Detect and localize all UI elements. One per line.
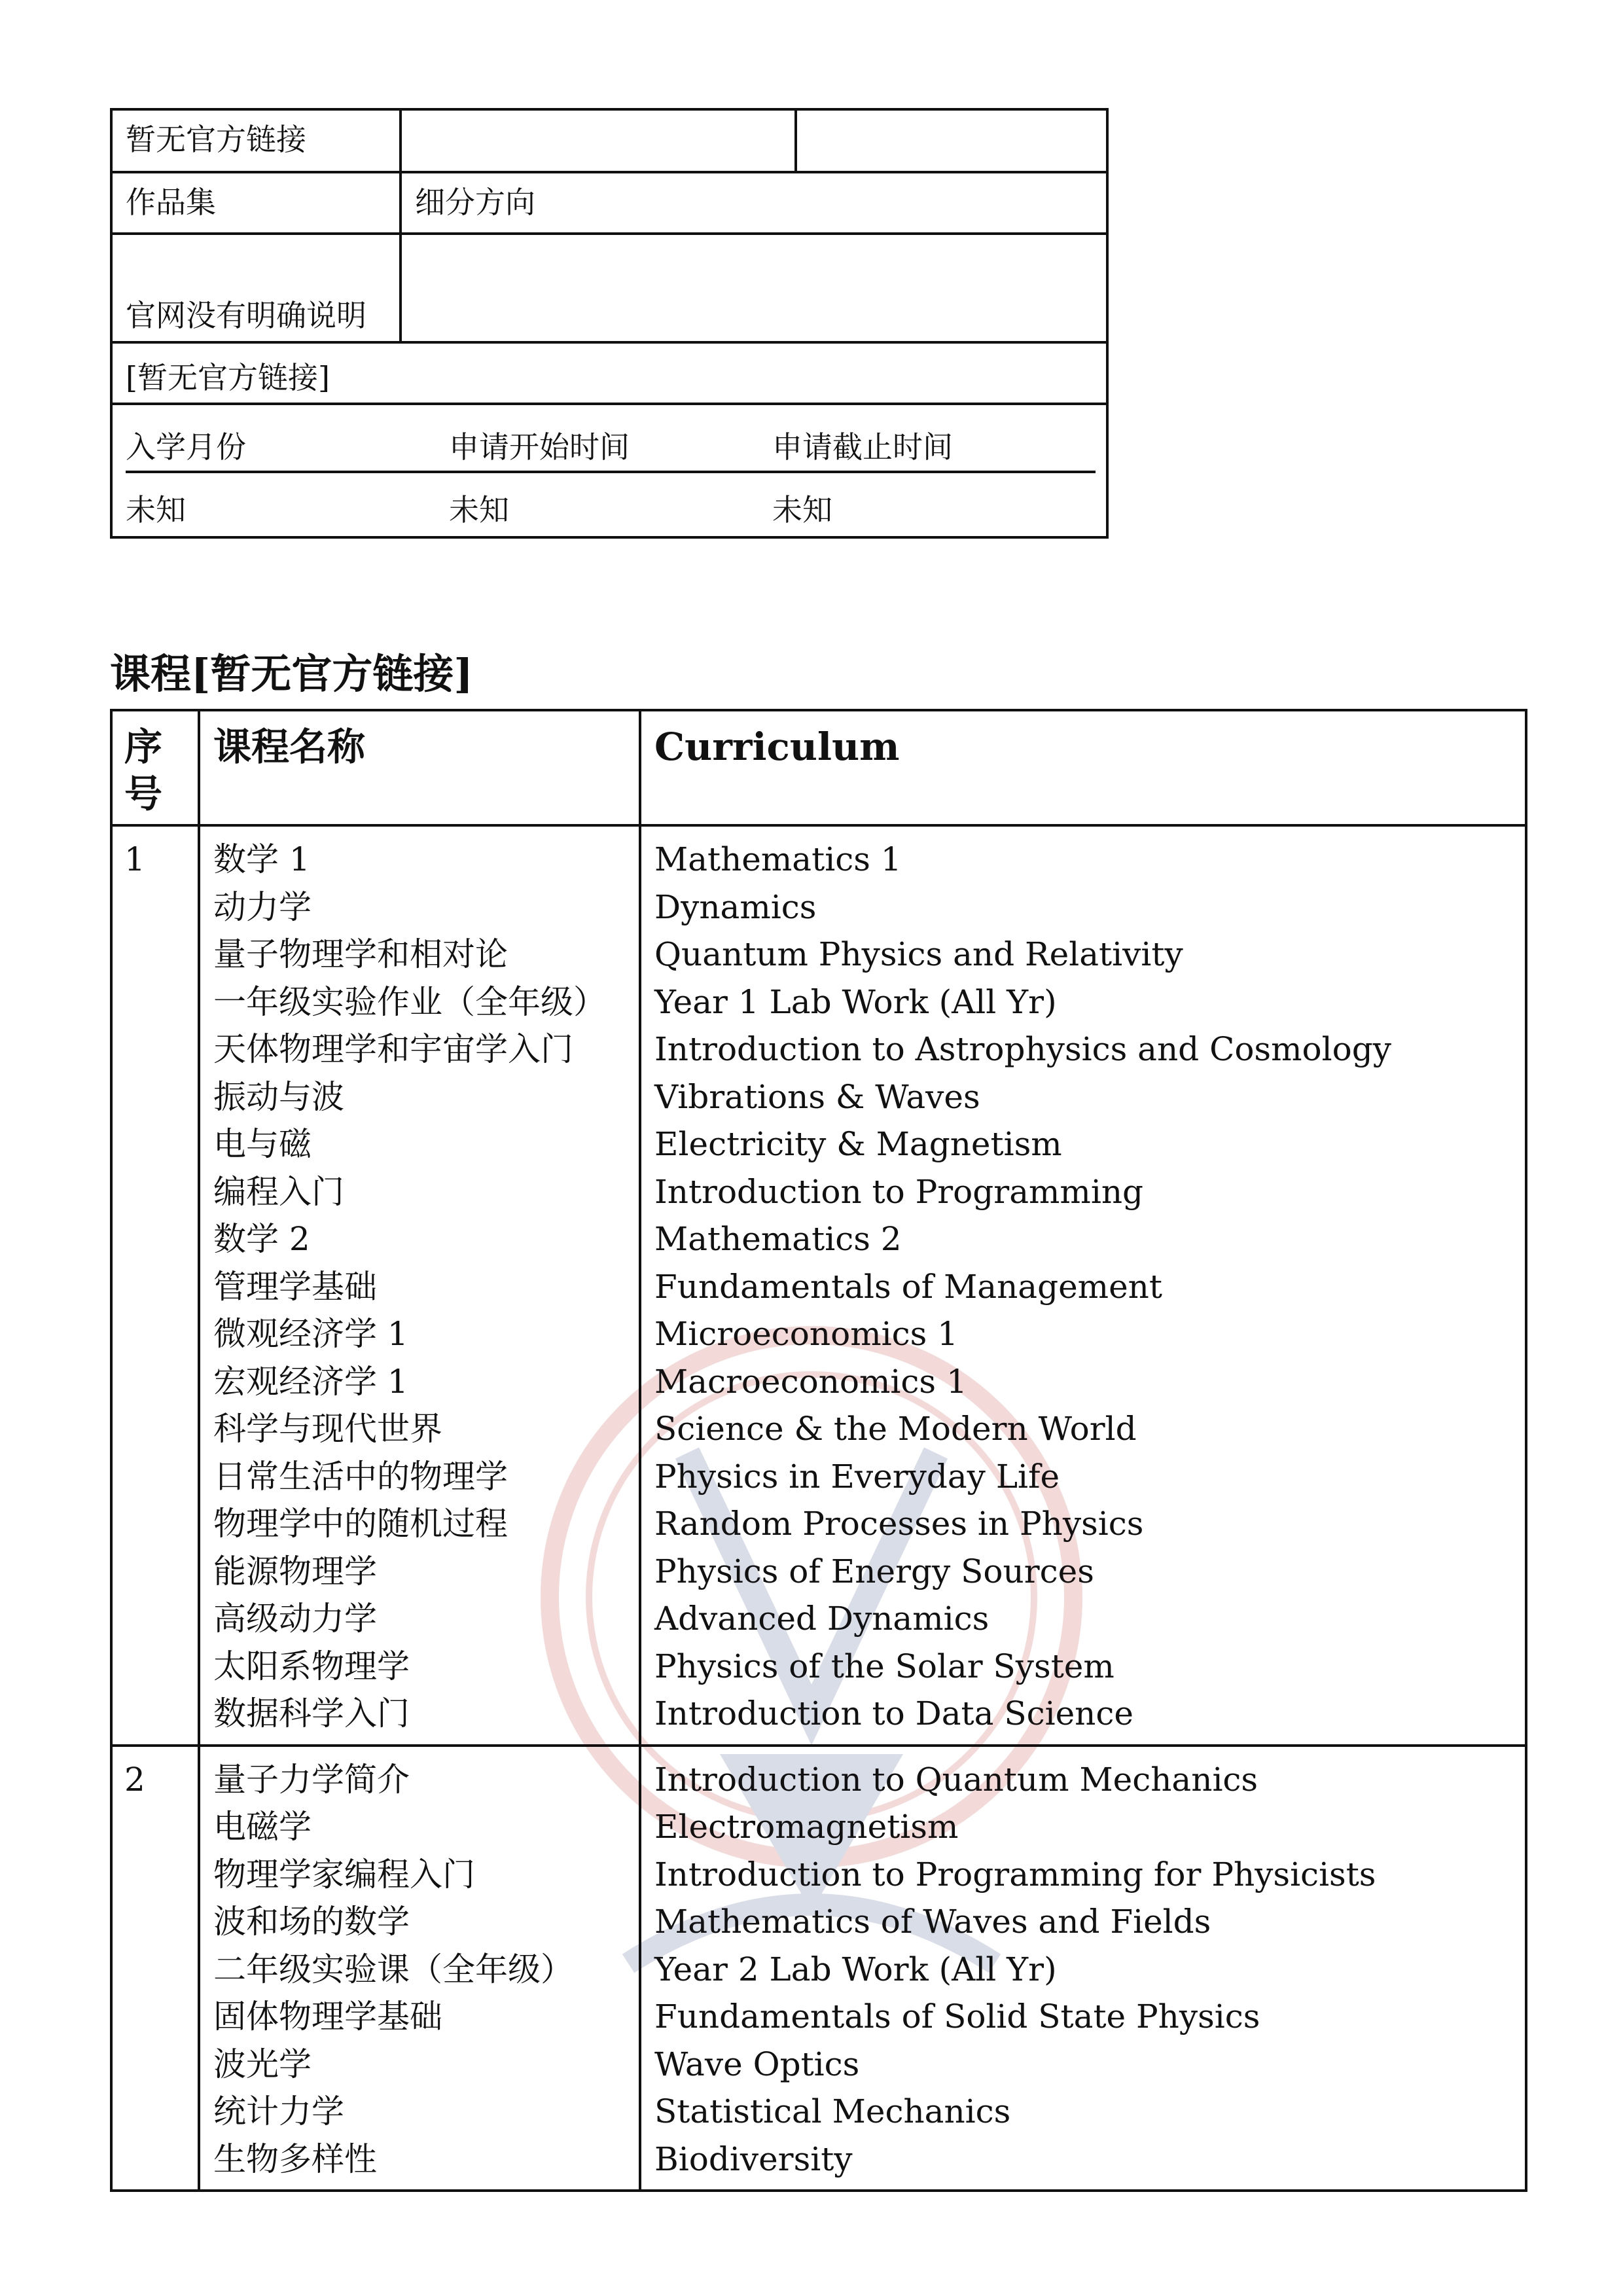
course-name-zh: 天体物理学和宇宙学入门 bbox=[213, 1030, 573, 1068]
course-name-en: Random Processes in Physics bbox=[654, 1505, 1144, 1543]
intake-month-value: 未知 bbox=[126, 492, 186, 528]
course-name-en: Quantum Physics and Relativity bbox=[654, 935, 1183, 973]
course-name-en: Introduction to Programming for Physicists bbox=[654, 1855, 1376, 1893]
course-name-en: Year 2 Lab Work (All Yr) bbox=[654, 1950, 1057, 1988]
application-open-value: 未知 bbox=[449, 492, 509, 528]
info-empty-cell bbox=[402, 235, 1106, 341]
info-row-link bbox=[113, 111, 1106, 173]
dates-divider bbox=[126, 471, 1096, 473]
header-curriculum: Curriculum bbox=[654, 725, 900, 769]
course-name-zh: 电磁学 bbox=[213, 1808, 312, 1846]
course-name-en: Statistical Mechanics bbox=[654, 2092, 1011, 2130]
course-name-zh: 波光学 bbox=[213, 2045, 312, 2083]
dates-header bbox=[126, 423, 1096, 467]
requirements-note: 官网没有明确说明 bbox=[113, 235, 402, 341]
application-open-header: 申请开始时间 bbox=[449, 429, 630, 465]
course-names-zh bbox=[200, 1747, 641, 2190]
course-name-en: Dynamics bbox=[654, 888, 817, 926]
course-name-en: Fundamentals of Management bbox=[654, 1267, 1162, 1306]
course-name-en: Electromagnetism bbox=[654, 1808, 959, 1846]
info-link-cell: 暂无官方链接 bbox=[113, 111, 402, 171]
course-name-en: Introduction to Data Science bbox=[654, 1695, 1133, 1732]
course-name-zh: 固体物理学基础 bbox=[213, 1998, 442, 2036]
course-name-en: Macroeconomics 1 bbox=[654, 1362, 967, 1401]
course-name-zh: 微观经济学 1 bbox=[213, 1315, 408, 1353]
course-name-en: Mathematics of Waves and Fields bbox=[654, 1903, 1211, 1941]
course-group-row bbox=[113, 827, 1525, 1747]
portfolio-label: 作品集 bbox=[113, 173, 402, 232]
course-name-zh: 量子物理学和相对论 bbox=[213, 935, 508, 973]
group-number bbox=[113, 827, 200, 1744]
course-name-zh: 生物多样性 bbox=[213, 2140, 377, 2178]
program-info-table bbox=[110, 108, 1109, 539]
course-name-en: Introduction to Astrophysics and Cosmology bbox=[654, 1030, 1391, 1068]
info-empty-cell bbox=[797, 111, 1106, 171]
course-name-zh: 一年级实验作业（全年级） bbox=[213, 982, 606, 1021]
sub-direction-label: 细分方向 bbox=[415, 185, 535, 220]
course-name-zh: 高级动力学 bbox=[213, 1600, 377, 1638]
course-name-zh: 量子力学简介 bbox=[213, 1760, 410, 1799]
course-name-en: Introduction to Programming bbox=[654, 1172, 1144, 1211]
application-dates bbox=[113, 405, 1106, 536]
course-name-en: Vibrations & Waves bbox=[654, 1077, 980, 1116]
group-number-text: 2 bbox=[124, 1760, 145, 1799]
course-name-zh: 统计力学 bbox=[213, 2092, 344, 2130]
dates-values bbox=[126, 486, 1096, 529]
course-table bbox=[110, 709, 1527, 2192]
info-empty-cell bbox=[402, 111, 797, 171]
no-official-link-note: [暂无官方链接] bbox=[126, 360, 330, 395]
course-name-en: Mathematics 2 bbox=[654, 1220, 902, 1258]
course-name-zh: 日常生活中的物理学 bbox=[213, 1457, 508, 1496]
header-number: 序号 bbox=[113, 711, 200, 824]
info-row-portfolio bbox=[113, 173, 1106, 235]
course-name-en: Mathematics 1 bbox=[654, 840, 902, 878]
course-name-zh: 数据科学入门 bbox=[213, 1695, 410, 1732]
course-name-en: Microeconomics 1 bbox=[654, 1315, 958, 1353]
course-name-en: Year 1 Lab Work (All Yr) bbox=[654, 982, 1057, 1021]
course-name-zh: 宏观经济学 1 bbox=[213, 1362, 408, 1401]
group-number-text: 1 bbox=[124, 840, 145, 878]
course-name-zh: 物理学中的随机过程 bbox=[213, 1505, 508, 1543]
course-name-zh: 动力学 bbox=[213, 888, 312, 926]
course-names-en bbox=[641, 827, 1525, 1744]
course-name-en: Physics of the Solar System bbox=[654, 1647, 1115, 1685]
header-course-name: 课程名称 bbox=[200, 711, 641, 824]
course-name-zh: 编程入门 bbox=[213, 1172, 344, 1211]
course-name-zh: 电与磁 bbox=[213, 1125, 312, 1163]
course-name-zh: 太阳系物理学 bbox=[213, 1647, 410, 1685]
course-name-en: Advanced Dynamics bbox=[654, 1600, 990, 1638]
intake-month-header: 入学月份 bbox=[126, 429, 246, 465]
application-deadline-value: 未知 bbox=[772, 492, 832, 528]
course-name-en: Science & the Modern World bbox=[654, 1410, 1137, 1448]
course-names-zh bbox=[200, 827, 641, 1744]
course-table-header bbox=[113, 711, 1525, 827]
course-name-en: Physics of Energy Sources bbox=[654, 1552, 1094, 1590]
course-name-en: Fundamentals of Solid State Physics bbox=[654, 1998, 1260, 2036]
course-name-en: Biodiversity bbox=[654, 2140, 853, 2178]
course-name-en: Physics in Everyday Life bbox=[654, 1457, 1060, 1496]
course-name-zh: 科学与现代世界 bbox=[213, 1410, 442, 1448]
group-number bbox=[113, 1747, 200, 2190]
course-group-row bbox=[113, 1747, 1525, 2190]
course-name-zh: 管理学基础 bbox=[213, 1267, 377, 1306]
info-row-requirements bbox=[113, 235, 1106, 344]
application-deadline-header: 申请截止时间 bbox=[772, 429, 953, 465]
info-row-link-note bbox=[113, 344, 1106, 405]
course-name-zh: 能源物理学 bbox=[213, 1552, 377, 1590]
course-name-en: Wave Optics bbox=[654, 2045, 860, 2083]
course-names-en bbox=[641, 1747, 1525, 2190]
course-name-en: Introduction to Quantum Mechanics bbox=[654, 1760, 1258, 1799]
course-name-zh: 数学 2 bbox=[213, 1220, 310, 1258]
course-name-zh: 数学 1 bbox=[213, 840, 310, 878]
course-name-zh: 振动与波 bbox=[213, 1077, 344, 1116]
course-name-zh: 物理学家编程入门 bbox=[213, 1855, 475, 1893]
course-name-zh: 波和场的数学 bbox=[213, 1903, 410, 1941]
course-name-en: Electricity & Magnetism bbox=[654, 1125, 1062, 1163]
course-name-zh: 二年级实验课（全年级） bbox=[213, 1950, 573, 1988]
section-title: 课程[暂无官方链接] bbox=[110, 650, 473, 698]
